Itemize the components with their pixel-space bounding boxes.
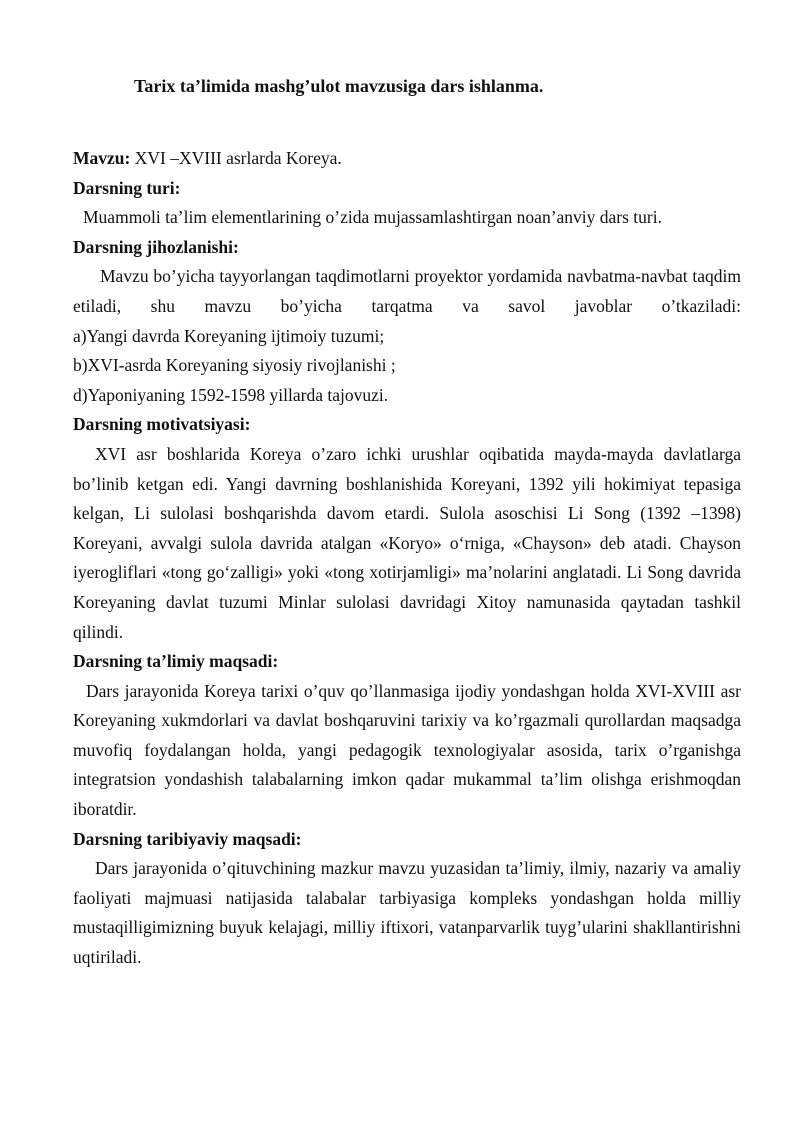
educational-goal-heading: Darsning ta’limiy maqsadi: [73,651,279,672]
topic-label: Mavzu: [73,148,131,168]
upbringing-goal-text: Dars jarayonida o’qituvchining mazkur mavzu yuzasidan ta’limiy, ilmiy, nazariy va amaliy faoliyati majmuasi natijasida talabalar tarbiyasiga kompleks yondashgan holda milliy mustaqilligimizning buyuk kelajagi, milliy iftixori, vatanparvarlik tuyg’ularini shakllantirishni uqtiriladi. [73,858,741,968]
topic-line [73,144,741,174]
educational-goal-text: Dars jarayonida Koreya tarixi o’quv qo’llanmasiga ijodiy yondashgan holda XVI-XVIII asr Koreyaning xukmdorlari va davlat boshqaruvini tarixiy va ko’rgazmali qurollardan maqsadga muvofiq foydalangan holda, yangi pedagogik texnologiyalar asosida, tarix o’rganishga integratsion yondashish talabalarning imkon qadar mukammal ta’lim olishga erishmoqdan iboratdir. [73,680,741,820]
motivation-heading: Darsning motivatsiyasi: [73,414,251,435]
equipment-item-d: d)Yaponiyaning 1592-1598 yillarda tajovuzi. [73,384,389,405]
upbringing-goal-heading: Darsning taribiyaviy maqsadi: [73,828,302,849]
equipment-heading: Darsning jihozlanishi: [73,236,239,257]
equipment-item-b: b)XVI-asrda Koreyaning siyosiy rivojlanishi ; [73,355,396,376]
motivation-text: XVI asr boshlarida Koreya o’zaro ichki urushlar oqibatida mayda-mayda davlatlarga bo’linib ketgan edi. Yangi davrning boshlanishida Koreyani, 1392 yili hokimiyat tepasiga kelgan, Li sulolasi boshqarishda davom etardi. Sulola asoschisi Li Song (1392 –1398) Koreyani, avvalgi sulola davrida atalgan «Koryo» o‘rniga, «Chayson» deb atadi. Chayson iyerogliflari «tong go‘zalligi» yoki «tong xotirjamligi» ma’nolarini anglatadi. Li Song davrida Koreyaning davlat tuzumi Minlar sulolasi davridagi Xitoy namunasida qaytadan tashkil qilindi. [73,443,741,642]
document-title: Tarix ta’limida mashg’ulot mavzusiga dars ishlanma. [134,76,544,96]
equipment-text: Mavzu bo’yicha tayyorlangan taqdimotlarni proyektor yordamida navbatma-navbat taqdim etiladi, shu mavzu bo’yicha tarqatma va savol javoblar o’tkaziladi: [73,266,741,316]
lesson-type-text: Muammoli ta’lim elementlarining o’zida mujassamlashtirgan noan’anviy dars turi. [83,207,662,228]
equipment-item-a: a)Yangi davrda Koreyaning ijtimoiy tuzumi; [73,325,385,346]
lesson-type-heading: Darsning turi: [73,177,181,198]
document-body [73,144,741,973]
topic-value: XVI –XVIII asrlarda Koreya. [130,148,342,168]
